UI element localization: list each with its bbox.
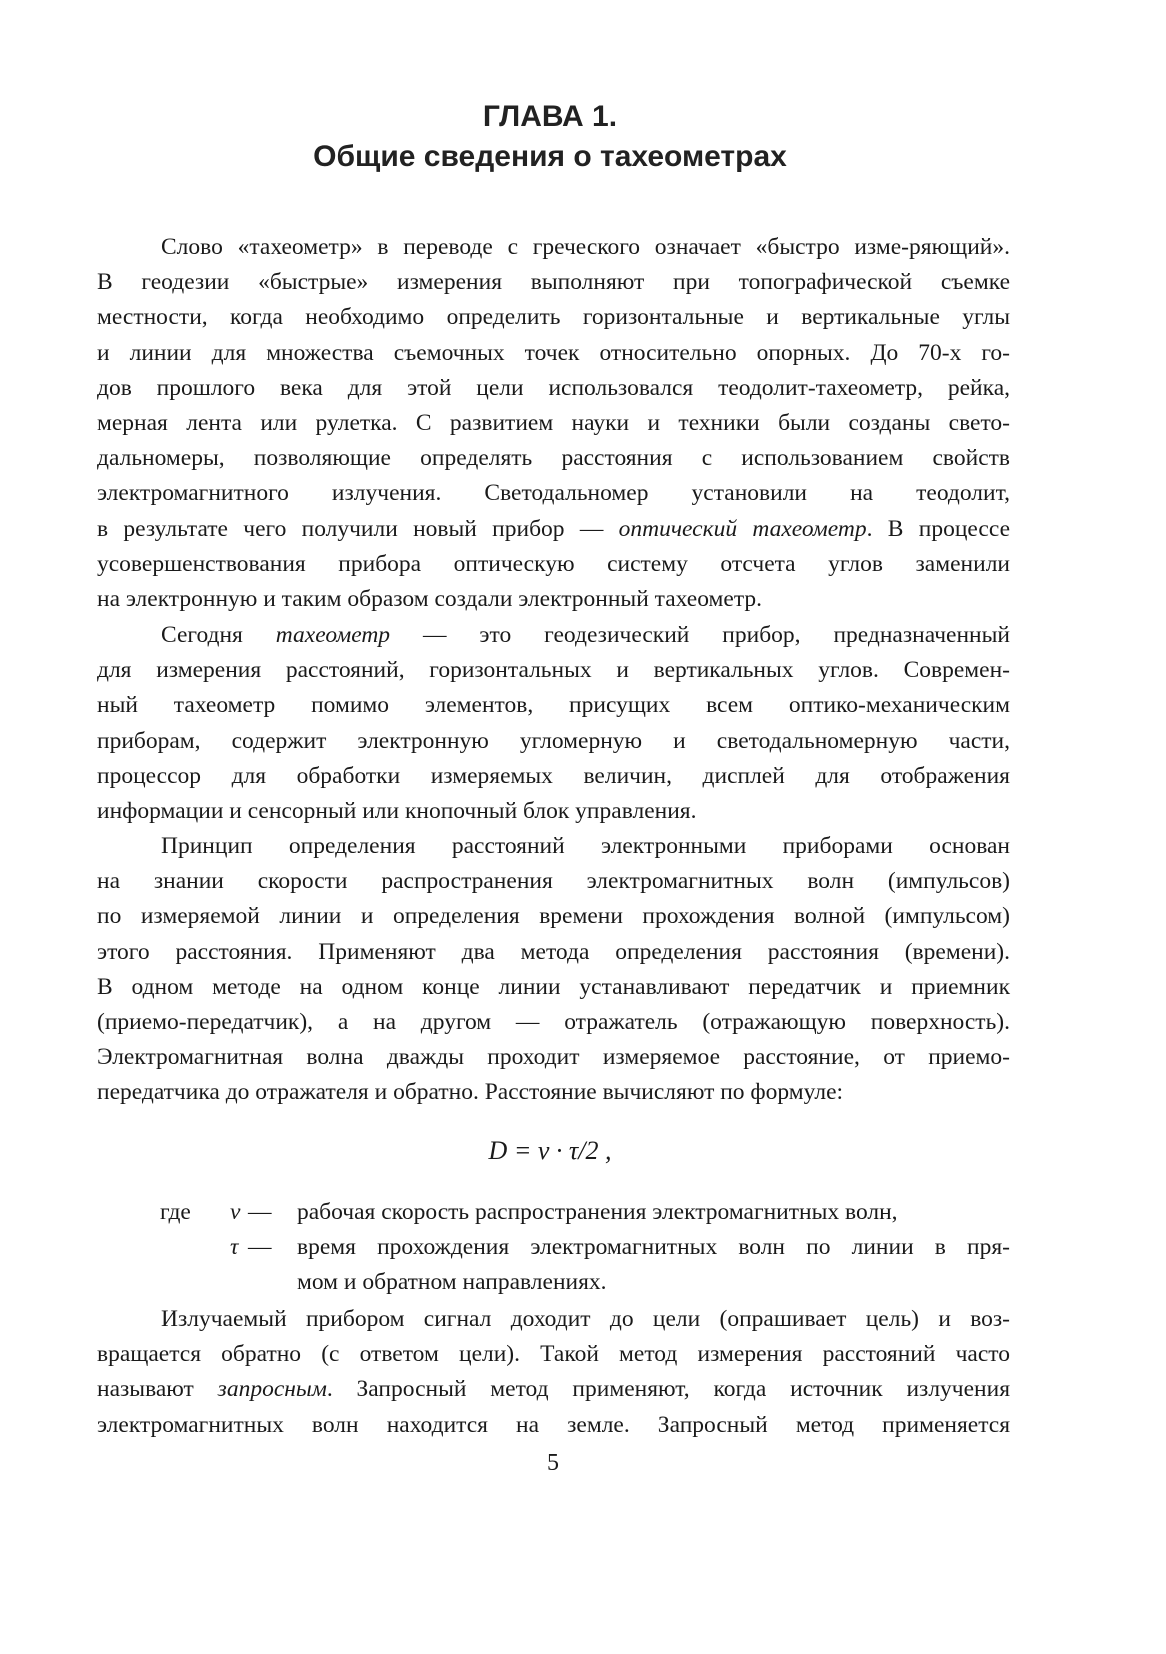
- text-line: [97, 759, 1010, 794]
- text-segment: передатчика до отражателя и обратно. Расстояние вычисляют по формуле:: [97, 1079, 844, 1106]
- text-segment: на электронную и таким образом создали электронный тахеометр.: [97, 585, 763, 612]
- text-line: [97, 829, 1010, 864]
- text-segment: мерная лента или рулетка. С развитием науки и техники были созданы свето-: [97, 409, 1010, 436]
- text-line: [97, 1337, 1010, 1372]
- text-line: [97, 1302, 1010, 1337]
- text-line: [97, 724, 1010, 759]
- text-line: [97, 371, 1010, 406]
- text-segment: . Запросный метод применяют, когда источник излучения: [326, 1376, 1011, 1403]
- text-segment: (приемо-передатчик), а на другом — отражатель (отражающую поверхность).: [97, 1008, 1010, 1035]
- text-segment: Принцип определения расстояний электронными приборами основан: [161, 833, 1010, 859]
- text-segment: вращается обратно (с ответом цели). Такой метод измерения расстояний часто: [97, 1341, 1010, 1368]
- page-number: 5: [547, 1450, 559, 1476]
- text-segment: информации и сенсорный или кнопочный блок управления.: [97, 797, 697, 824]
- text-line: [97, 899, 1010, 934]
- legend-description: рабочая скорость распространения электромагнитных волн,: [297, 1199, 898, 1225]
- text-segment: и линии для множества съемочных точек относительно опорных. До 70-х го-: [97, 339, 1010, 366]
- text-segment: процессор для обработки измеряемых величин, дисплей для отображения: [97, 762, 1010, 789]
- italic-term: оптический тахеометр: [618, 515, 867, 542]
- text-segment: усовершенствования прибора оптическую систему отсчета углов заменили: [97, 550, 1010, 577]
- text-line: [97, 1040, 1010, 1075]
- text-line: [97, 265, 1010, 300]
- legend-dash: —: [248, 1234, 272, 1261]
- text-line: [97, 441, 1010, 476]
- text-line: [97, 1075, 1010, 1110]
- text-segment: Слово «тахеометр» в переводе с греческого означает «быстро изме-ряющий».: [161, 234, 1010, 260]
- paragraph-4: [97, 1302, 1010, 1443]
- text-segment: электромагнитных волн находится на земле. Запросный метод применяется: [97, 1411, 1010, 1438]
- text-segment: Электромагнитная волна дважды проходит измеряемое расстояние, от приемо-: [97, 1044, 1010, 1071]
- text-line: [97, 230, 1010, 265]
- legend-description: мом и обратном направлениях.: [297, 1269, 607, 1296]
- text-line: [97, 653, 1010, 688]
- text-line: [97, 1408, 1010, 1443]
- chapter-title: Общие сведения о тахеометрах: [313, 140, 787, 173]
- text-line: [97, 935, 1010, 970]
- text-line: [97, 512, 1010, 547]
- text-segment: для измерения расстояний, горизонтальных и вертикальных углов. Современ-: [97, 657, 1010, 684]
- text-segment: . В процессе: [866, 515, 1010, 542]
- text-segment: этого расстояния. Применяют два метода определения расстояния (времени).: [97, 938, 1010, 965]
- legend-description: время прохождения электромагнитных волн по линии в пря-: [297, 1234, 1010, 1261]
- paragraph-3: [97, 829, 1010, 1111]
- text-line: [97, 476, 1010, 511]
- text-segment: дальномеры, позволяющие определять расстояния с использованием свойств: [97, 445, 1010, 472]
- text-line: [97, 618, 1010, 653]
- text-line: [97, 688, 1010, 723]
- legend-dash: —: [248, 1199, 272, 1225]
- text-segment: местности, когда необходимо определить горизонтальные и вертикальные углы: [97, 304, 1010, 331]
- text-line: [97, 582, 1010, 617]
- text-line: [97, 864, 1010, 899]
- paragraph-1: [97, 230, 1010, 617]
- text-segment: на знании скорости распространения электромагнитных волн (импульсов): [97, 868, 1010, 895]
- distance-formula: D = v · τ/2 ,: [488, 1136, 612, 1165]
- text-segment: Излучаемый прибором сигнал доходит до цели (опрашивает цель) и воз-: [161, 1306, 1010, 1332]
- text-line: [97, 406, 1010, 441]
- text-segment: В одном методе на одном конце линии устанавливают передатчик и приемник: [97, 973, 1010, 1000]
- paragraph-2: [97, 618, 1010, 829]
- text-segment: — это геодезический прибор, предназначенный: [390, 622, 1010, 648]
- text-line: [97, 794, 1010, 829]
- text-segment: называют: [97, 1376, 218, 1403]
- text-segment: в результате чего получили новый прибор —: [97, 515, 619, 542]
- legend-label: где: [160, 1199, 191, 1225]
- text-segment: ный тахеометр помимо элементов, присущих всем оптико-механическим: [97, 692, 1010, 719]
- text-segment: Сегодня: [161, 622, 276, 648]
- italic-term: запросным: [217, 1376, 327, 1403]
- text-segment: дов прошлого века для этой цели использовался теодолит-тахеометр, рейка,: [97, 374, 1010, 401]
- text-segment: В геодезии «быстрые» измерения выполняют при топографической съемке: [97, 269, 1010, 296]
- legend-variable: v: [230, 1199, 241, 1225]
- text-line: [97, 970, 1010, 1005]
- legend-variable: τ: [230, 1234, 239, 1261]
- text-line: [97, 547, 1010, 582]
- text-line: [97, 1005, 1010, 1040]
- text-segment: электромагнитного излучения. Светодальномер установили на теодолит,: [97, 480, 1010, 507]
- text-line: [97, 300, 1010, 335]
- chapter-number: ГЛАВА 1.: [482, 100, 618, 133]
- text-line: [97, 336, 1010, 371]
- text-segment: приборам, содержит электронную угломерную и светодальномерную части,: [97, 727, 1010, 754]
- text-line: [97, 1372, 1010, 1407]
- italic-term: тахеометр: [275, 622, 391, 648]
- text-segment: по измеряемой линии и определения времени прохождения волной (импульсом): [97, 903, 1010, 930]
